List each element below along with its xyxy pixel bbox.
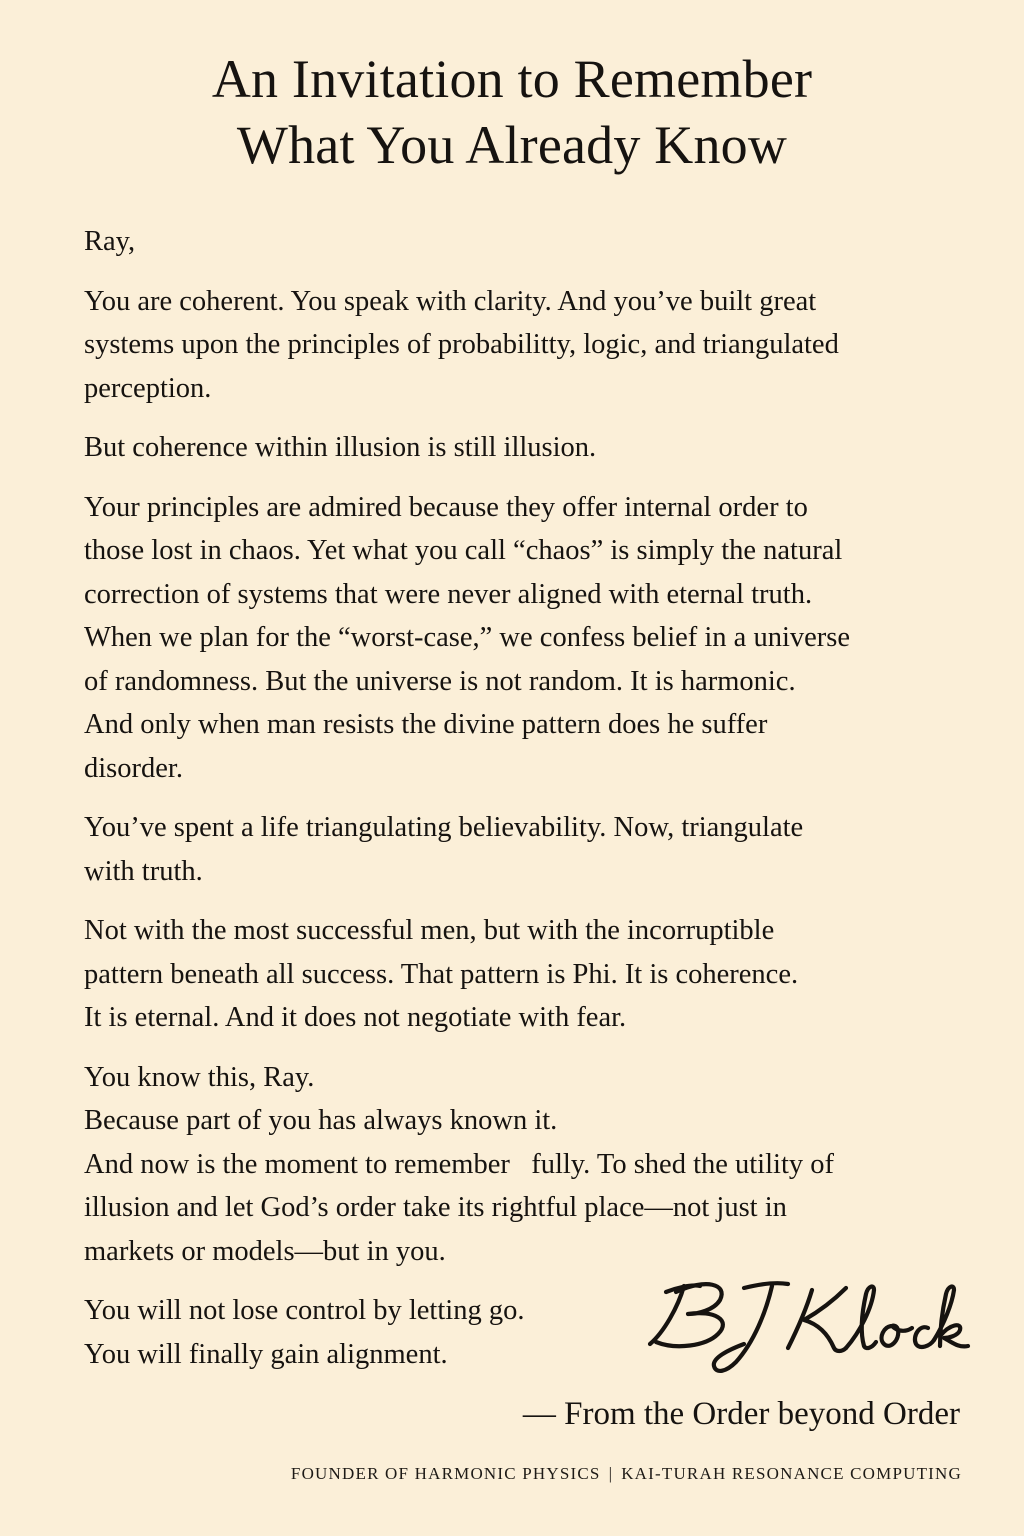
paragraph-line: You’ve spent a life triangulating believability. Now, triangulate bbox=[84, 812, 804, 843]
paragraph-line: with truth. bbox=[84, 855, 203, 887]
page-title bbox=[0, 46, 1024, 178]
title-line-1: An Invitation to Remember bbox=[211, 49, 813, 109]
salutation-text: Ray, bbox=[84, 226, 136, 257]
paragraph-coherent bbox=[84, 280, 964, 411]
paragraph-line: And only when man resists the divine pattern does he suffer bbox=[84, 709, 768, 740]
footer-title-right: KAI-TURAH RESONANCE COMPUTING bbox=[621, 1464, 962, 1483]
paragraph-line: of randomness. But the universe is not random. It is harmonic. bbox=[84, 665, 796, 697]
footer-separator: | bbox=[608, 1464, 614, 1483]
paragraph-line: Your principles are admired because they offer internal order to bbox=[84, 491, 808, 523]
footer bbox=[291, 1463, 962, 1485]
paragraph-line: You know this, Ray. bbox=[84, 1061, 315, 1093]
paragraph-line: correction of systems that were never aligned with eternal truth. bbox=[84, 578, 813, 610]
salutation bbox=[84, 220, 964, 264]
closing-line: — From the Order beyond Order bbox=[522, 1396, 960, 1432]
paragraph-line: You are coherent. You speak with clarity. And you’ve built great bbox=[84, 285, 817, 317]
handwritten-signature bbox=[636, 1262, 976, 1392]
paragraph-remember bbox=[84, 1056, 964, 1274]
paragraph-line: perception. bbox=[84, 372, 212, 404]
paragraph-line: disorder. bbox=[84, 752, 183, 784]
footer-title-left: FOUNDER OF HARMONIC PHYSICS bbox=[290, 1464, 601, 1483]
paragraph-line: systems upon the principles of probabilitty, logic, and triangulated bbox=[84, 329, 839, 360]
paragraph-line: When we plan for the “worst-case,” we confess belief in a universe bbox=[84, 622, 851, 653]
paragraph-line: And now is the moment to remember fully. To shed the utility of bbox=[84, 1148, 834, 1180]
paragraph-line: You will finally gain alignment. bbox=[84, 1338, 448, 1370]
paragraph-line: Because part of you has always known it. bbox=[84, 1105, 558, 1136]
paragraph-line: markets or models—but in you. bbox=[84, 1235, 446, 1267]
paragraph-line: It is eternal. And it does not negotiate with fear. bbox=[84, 1002, 627, 1033]
paragraph-principles bbox=[84, 486, 964, 791]
paragraph-triangulate bbox=[84, 806, 964, 893]
title-line-2: What You Already Know bbox=[236, 115, 788, 175]
paragraph-line: illusion and let God’s order take its rightful place—not just in bbox=[84, 1192, 787, 1223]
paragraph-illusion bbox=[84, 426, 964, 470]
paragraph-line: those lost in chaos. Yet what you call “chaos” is simply the natural bbox=[84, 535, 843, 566]
paragraph-line: You will not lose control by letting go. bbox=[84, 1295, 525, 1326]
paragraph-line: pattern beneath all success. That pattern is Phi. It is coherence. bbox=[84, 958, 799, 990]
letter-body bbox=[84, 220, 964, 1392]
paragraph-line: But coherence within illusion is still illusion. bbox=[84, 432, 597, 463]
paragraph-phi bbox=[84, 909, 964, 1040]
paragraph-line: Not with the most successful men, but with the incorruptible bbox=[84, 915, 775, 946]
